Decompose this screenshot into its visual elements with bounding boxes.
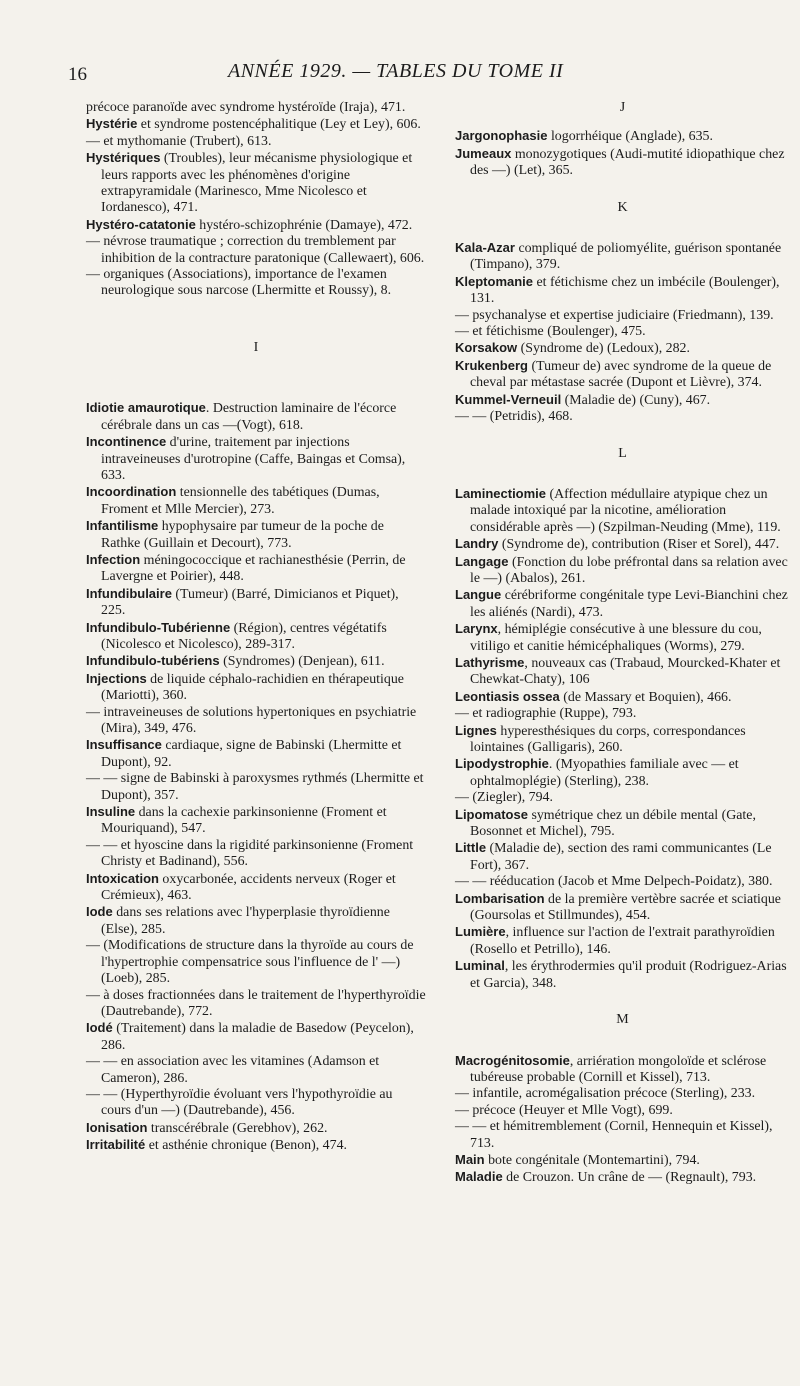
entry-text: — névrose traumatique ; correction du tremblement par inhibition de la contracture paratonique (Callewaert), 606.: [86, 234, 425, 266]
index-entry: [455, 358, 790, 392]
entry-text: — — (Hyperthyroïdie évoluant vers l'hypothyroïdie au cours d'un —) (Dautrebande), 456.: [86, 1086, 393, 1119]
entry-term: Ionisation: [86, 1119, 148, 1135]
index-entry: [86, 150, 426, 217]
entry-text: de la première vertèbre sacrée et sciatique (Goursolas et Stillmundes), 454.: [470, 891, 781, 924]
index-entry: [86, 586, 426, 620]
index-entry: [86, 705, 426, 738]
entry-term: Hystériques: [86, 150, 161, 166]
index-entry: [455, 486, 790, 536]
entry-text: — psychanalyse et expertise judiciaire (Friedmann), 139.: [455, 307, 774, 323]
entry-text: hyperesthésiques du corps, correspondances lointaines (Galligaris), 260.: [470, 723, 746, 755]
index-entry: [455, 790, 790, 806]
entry-text: et asthénie chronique (Benon), 474.: [145, 1138, 347, 1154]
left-column: [86, 100, 426, 1155]
entry-term: Iodé: [86, 1020, 113, 1036]
entry-text: (Syndromes) (Denjean), 611.: [219, 654, 385, 670]
entry-text: (Syndrome de), contribution (Riser et Sorel), 447.: [498, 537, 780, 553]
index-entry: [86, 484, 426, 518]
entry-term: Kala-Azar: [455, 240, 515, 256]
index-entry: [86, 134, 426, 150]
entry-text: — — en association avec les vitamines (Adamson et Cameron), 286.: [86, 1054, 380, 1086]
entry-text: (Syndrome de) (Ledoux), 282.: [517, 341, 690, 357]
entry-text: dans la cachexie parkinsonienne (Froment et Mouriquand), 547.: [101, 805, 387, 837]
entry-text: hystéro-schizophrénie (Damaye), 472.: [195, 217, 413, 233]
index-entry: [455, 924, 790, 958]
entry-text: et syndrome postencéphalitique (Ley et Ley), 606.: [137, 117, 421, 133]
entry-text: , influence sur l'action de l'extrait parathyroïdien (Rosello et Petrillo), 146.: [470, 925, 775, 957]
entry-term: Insuffisance: [86, 737, 162, 753]
running-title: ANNÉE 1929. — TABLES DU TOME II: [228, 60, 564, 82]
entry-text: — (Ziegler), 794.: [455, 790, 553, 806]
index-entry: [86, 1137, 426, 1154]
entry-term: Insuline: [86, 804, 136, 820]
entry-text: — infantile, acromégalisation précoce (Sterling), 233.: [455, 1086, 756, 1102]
entry-text: — précoce (Heuyer et Mlle Vogt), 699.: [455, 1102, 673, 1118]
entry-term: Lipomatose: [455, 806, 528, 822]
entry-text: d'urine, traitement par injections intraveineuses d'urotropine (Caffe, Baingas et Comsa), 633.: [101, 435, 406, 483]
entry-text: , arriération mongoloïde et sclérose tubéreuse probable (Cornill et Kissel), 713.: [470, 1053, 767, 1085]
entry-text: tensionnelle des tabétiques (Dumas, Froment et Mlle Mercier), 273.: [101, 485, 380, 517]
index-entry: [86, 234, 426, 267]
entry-term: Jumeaux: [455, 145, 512, 161]
index-entry: [455, 1152, 790, 1169]
index-entry: [86, 938, 426, 987]
index-entry: [455, 554, 790, 588]
entry-text: cardiaque, signe de Babinski (Lhermitte et Dupont), 92.: [101, 738, 402, 770]
entry-term: Lombarisation: [455, 890, 545, 906]
entry-text: — et radiographie (Ruppe), 793.: [455, 706, 637, 722]
index-entry: [455, 706, 790, 722]
section-letter: L: [618, 445, 627, 461]
index-entry: [455, 1053, 790, 1087]
index-entry: [86, 434, 426, 484]
index-entry: [455, 840, 790, 874]
entry-text: . (Myopathies familiale avec — et ophtalmoplégie) (Sterling), 238.: [470, 757, 739, 789]
index-entry: [455, 240, 790, 274]
entry-text: (Affection médullaire atypique chez un malade intoxiqué par la nicotine, amélioration considérable après —) (Szpilman-Neuding (Mme), 119.: [470, 486, 781, 535]
entry-term: Idiotie amaurotique: [86, 400, 206, 416]
entry-term: Langage: [455, 553, 509, 569]
index-entry: [86, 552, 426, 586]
entry-term: Incontinence: [86, 434, 167, 450]
index-entry: [86, 1120, 426, 1137]
index-entry: [455, 1086, 790, 1102]
index-entry: [455, 128, 790, 145]
entry-text: — — et hyoscine dans la rigidité parkinsonienne (Froment Christy et Badinand), 556.: [86, 837, 414, 870]
index-entry: [455, 807, 790, 841]
entry-text: , hémiplégie consécutive à une blessure du cou, vitiligo et canitie hémicéphaliques (Worms), 279.: [470, 622, 762, 654]
entry-text: — et mythomanie (Trubert), 613.: [86, 133, 272, 149]
entry-text: bote congénitale (Montemartini), 794.: [484, 1152, 700, 1168]
entry-term: Infundibulo-tubériens: [86, 653, 220, 669]
entry-text: de Crouzon. Un crâne de — (Regnault), 793.: [502, 1170, 757, 1186]
index-entry: [86, 904, 426, 938]
index-entry: [455, 891, 790, 925]
entry-text: (Maladie de) (Cuny), 467.: [561, 392, 711, 408]
entry-text: symétrique chez un débile mental (Gate, Bosonnet et Michel), 795.: [470, 807, 756, 840]
entry-text: et fétichisme chez un imbécile (Boulenger), 131.: [470, 274, 780, 307]
index-entry: [455, 324, 790, 340]
index-entry: [455, 756, 790, 790]
index-entry: [86, 1020, 426, 1054]
entry-text: (Région), centres végétatifs (Nicolesco et Nicolesco), 289-317.: [101, 620, 387, 652]
entry-text: — — (Petridis), 468.: [455, 409, 573, 425]
index-entry: [86, 771, 426, 804]
entry-term: Maladie: [455, 1169, 503, 1185]
entry-text: (Maladie de), section des rami communicantes (Le Fort), 367.: [470, 841, 772, 873]
right-column: [455, 100, 790, 1187]
entry-text: logorrhéique (Anglade), 635.: [547, 129, 713, 145]
index-entry: [86, 671, 426, 705]
entry-text: — (Modifications de structure dans la thyroïde au cours de l'hypertrophie compensatrice sous l'influence de l' —) (Loeb), 285.: [86, 938, 414, 987]
entry-term: Laminectiomie: [455, 485, 547, 501]
entry-term: Leontiasis ossea: [455, 688, 560, 704]
page-number: 16: [68, 64, 87, 85]
entry-text: (Traitement) dans la maladie de Basedow (Peycelon), 286.: [101, 1021, 414, 1053]
entry-text: — à doses fractionnées dans le traitement de l'hyperthyroïdie (Dautrebande), 772.: [86, 987, 426, 1019]
entry-text: méningococcique et rachianesthésie (Perrin, de Lavergne et Poirier), 448.: [101, 552, 406, 585]
entry-term: Korsakow: [455, 340, 518, 356]
index-entry: [455, 409, 790, 425]
entry-text: (Troubles), leur mécanisme physiologique et leurs rapports avec les phénomènes d'origine extrapyramidale (Marinesco, Mme Nicolesco et Iordanesco), 471.: [101, 151, 413, 216]
entry-text: précoce paranoïde avec syndrome hystéroïde (Iraja), 471.: [86, 100, 406, 115]
entry-text: — organiques (Associations), importance de l'examen neurologique sous narcose (Lhermitte et Roussy), 8.: [86, 267, 392, 299]
index-entry: [86, 116, 426, 133]
index-entry: [86, 1054, 426, 1087]
index-entry: [455, 340, 790, 357]
entry-text: — — rééducation (Jacob et Mme Delpech-Poidatz), 380.: [455, 874, 773, 890]
entry-text: cérébriforme congénitale type Levi-Bianchini chez les aliénés (Nardi), 473.: [470, 588, 788, 620]
entry-term: Main: [455, 1151, 485, 1167]
index-entry: [86, 518, 426, 552]
index-entry: [455, 587, 790, 621]
entry-term: Lipodystrophie: [455, 756, 549, 772]
entry-text: — intraveineuses de solutions hypertoniques en psychiatrie (Mira), 349, 476.: [86, 704, 417, 736]
index-entry: [86, 838, 426, 871]
index-entry: [455, 1103, 790, 1119]
entry-term: Larynx: [455, 621, 498, 637]
entry-term: Macrogénitosomie: [455, 1052, 570, 1068]
section-letter: J: [619, 100, 626, 115]
entry-term: Infection: [86, 551, 141, 567]
index-entry: [455, 536, 790, 553]
index-entry: [86, 653, 426, 670]
entry-term: Lignes: [455, 722, 497, 738]
entry-text: (de Massary et Boquien), 466.: [559, 689, 732, 705]
entry-term: Infantilisme: [86, 518, 159, 534]
index-entry: [86, 100, 426, 116]
index-entry: [86, 804, 426, 838]
entry-term: Irritabilité: [86, 1137, 146, 1153]
entry-term: Lumière: [455, 924, 506, 940]
index-entry: [455, 392, 790, 409]
section-letter: K: [617, 199, 628, 215]
entry-text: compliqué de poliomyélite, guérison spontanée (Timpano), 379.: [470, 241, 782, 273]
index-entry: [86, 217, 426, 234]
entry-text: — — signe de Babinski à paroxysmes rythmés (Lhermitte et Dupont), 357.: [86, 771, 424, 803]
index-entry: [86, 400, 426, 434]
entry-term: Langue: [455, 587, 502, 603]
index-entry: [86, 1087, 426, 1120]
entry-term: Little: [455, 840, 487, 856]
page-header: [68, 58, 768, 88]
entry-text: hypophysaire par tumeur de la poche de Rathke (Guillain et Decourt), 773.: [101, 519, 384, 551]
index-entry: [455, 874, 790, 890]
entry-term: Jargonophasie: [455, 128, 548, 144]
index-entry: [455, 308, 790, 324]
entry-text: — et fétichisme (Boulenger), 475.: [455, 324, 646, 340]
index-entry: [455, 1119, 790, 1152]
entry-term: Infundibulaire: [86, 585, 172, 601]
entry-term: Kummel-Verneuil: [455, 391, 562, 407]
entry-term: Hystérie: [86, 116, 138, 132]
index-entry: [455, 723, 790, 757]
index-entry: [86, 737, 426, 771]
entry-text: — — et hémitremblement (Cornil, Hennequin et Kissel), 713.: [455, 1119, 773, 1151]
index-entry: [455, 274, 790, 308]
entry-text: , nouveaux cas (Trabaud, Mourcked-Khater et Chewkat-Chaty), 106: [470, 655, 781, 688]
entry-term: Krukenberg: [455, 357, 528, 373]
entry-text: (Fonction du lobe préfrontal dans sa relation avec le —) (Abalos), 261.: [470, 554, 788, 586]
index-entry: [455, 689, 790, 706]
entry-term: Lathyrisme: [455, 654, 525, 670]
index-entry: [86, 267, 426, 300]
entry-text: dans ses relations avec l'hyperplasie thyroïdienne (Else), 285.: [101, 905, 390, 937]
index-entry: [455, 655, 790, 689]
section-letter: I: [253, 339, 259, 355]
entry-text: monozygotiques (Audi-mutité idiopathique chez des —) (Let), 365.: [470, 146, 785, 179]
section-letter: M: [616, 1012, 629, 1028]
entry-text: . Destruction laminaire de l'écorce cérébrale dans un cas —(Vogt), 618.: [101, 401, 397, 433]
entry-term: Hystéro-catatonie: [86, 216, 196, 232]
entry-text: oxycarbonée, accidents nerveux (Roger et Crémieux), 463.: [101, 871, 396, 904]
entry-term: Incoordination: [86, 484, 177, 500]
entry-term: Iode: [86, 904, 113, 920]
entry-term: Intoxication: [86, 870, 159, 886]
index-entry: [455, 146, 790, 180]
index-entry: [86, 988, 426, 1021]
entry-text: de liquide céphalo-rachidien en thérapeutique (Mariotti), 360.: [101, 671, 404, 704]
entry-term: Landry: [455, 536, 499, 552]
entry-term: Injections: [86, 670, 147, 686]
entry-term: Luminal: [455, 958, 505, 974]
entry-text: , les érythrodermies qu'il produit (Rodriguez-Arias et Garcia), 348.: [470, 959, 787, 991]
entry-text: (Tumeur) (Barré, Dimicianos et Piquet), 225.: [101, 586, 399, 619]
entry-term: Kleptomanie: [455, 273, 534, 289]
index-entry: [86, 620, 426, 654]
index-entry: [455, 621, 790, 655]
entry-text: transcérébrale (Gerebhov), 262.: [147, 1120, 328, 1136]
entry-term: Infundibulo-Tubérienne: [86, 619, 231, 635]
index-entry: [455, 958, 790, 992]
entry-text: (Tumeur de) avec syndrome de la queue de cheval par métastase sacrée (Dupont et Lièvre), 374.: [470, 358, 772, 391]
index-entry: [86, 871, 426, 905]
index-entry: [455, 1169, 790, 1186]
